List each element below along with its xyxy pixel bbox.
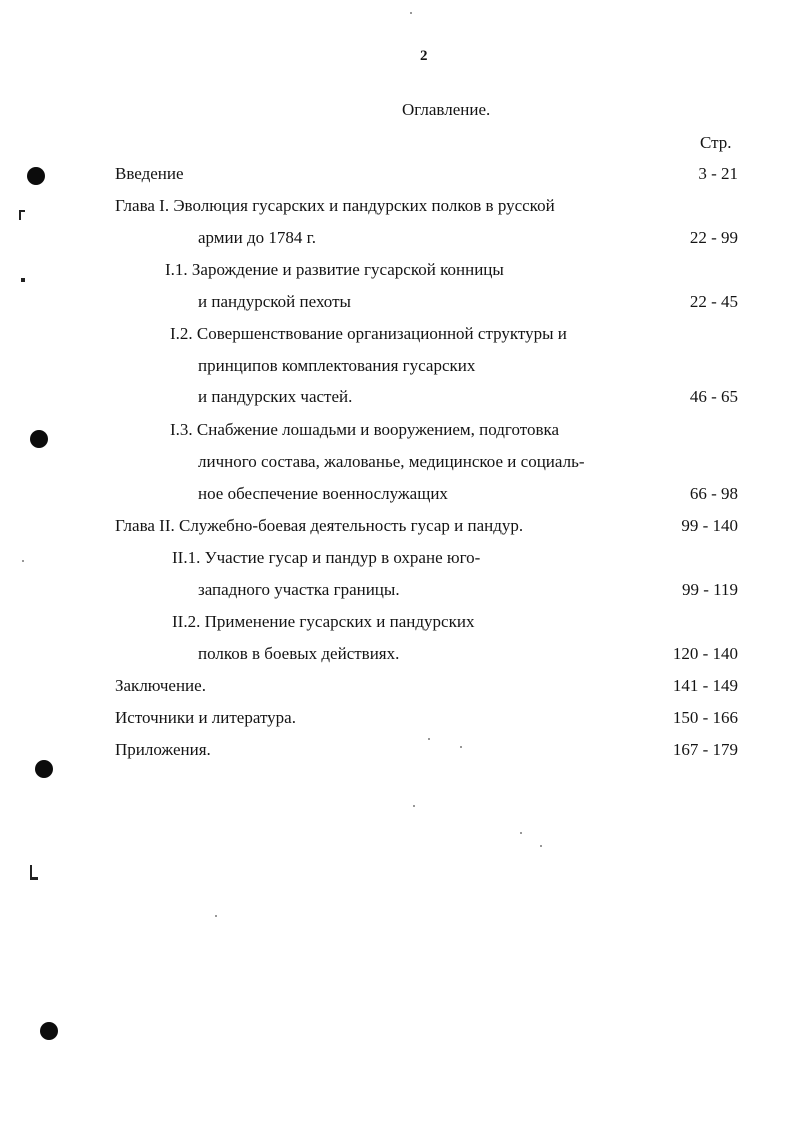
page-range-section-2-1: 99 - 119 xyxy=(681,580,738,599)
scan-speck xyxy=(540,845,542,847)
scan-speck xyxy=(520,832,522,834)
toc-entry-sources: Источники и литература. xyxy=(115,708,296,727)
document-title: Оглавление. xyxy=(402,100,491,119)
toc-entry-section-2-1-cont: западного участка границы. xyxy=(198,580,400,599)
toc-entry-section-2-2: II.2. Применение гусарских и пандурских xyxy=(172,612,475,631)
toc-entry-section-1-2-cont: принципов комплектования гусарских xyxy=(198,356,476,375)
scan-speck xyxy=(428,738,430,740)
toc-entry-chapter-1: Глава I. Эволюция гусарских и пандурских полков в русской xyxy=(115,196,555,215)
scan-speck xyxy=(215,915,217,917)
toc-entry-section-1-2: I.2. Совершенствование организационной структуры и xyxy=(170,324,567,343)
toc-entry-section-1-2-cont: и пандурских частей. xyxy=(198,387,353,406)
punch-hole-3 xyxy=(35,760,53,778)
toc-entry-introduction: Введение xyxy=(115,164,184,183)
page-range-sources: 150 - 166 xyxy=(672,708,738,727)
toc-entry-section-1-1: I.1. Зарождение и развитие гусарской конницы xyxy=(165,260,504,279)
scan-mark xyxy=(30,877,38,880)
scan-mark xyxy=(19,210,21,220)
toc-entry-section-1-3-cont: личного состава, жалованье, медицинское и социаль- xyxy=(198,452,585,471)
scan-speck xyxy=(410,12,412,14)
scan-speck xyxy=(22,560,24,562)
page-range-chapter-1: 22 - 99 xyxy=(689,228,738,247)
scan-mark xyxy=(21,278,25,282)
toc-entry-section-1-3-cont: ное обеспечение военнослужащих xyxy=(198,484,448,503)
toc-entry-chapter-2: Глава II. Служебно-боевая деятельность гусар и пандур. xyxy=(115,516,524,535)
toc-entry-section-2-2-cont: полков в боевых действиях. xyxy=(198,644,400,663)
toc-entry-section-1-3: I.3. Снабжение лошадьми и вооружением, подготовка xyxy=(170,420,560,439)
toc-entry-chapter-1-cont: армии до 1784 г. xyxy=(198,228,316,247)
page-range-section-2-2: 120 - 140 xyxy=(672,644,738,663)
pages-column-heading: Стр. xyxy=(700,133,732,152)
page-range-section-1-1: 22 - 45 xyxy=(689,292,738,311)
page-range-section-1-3: 66 - 98 xyxy=(689,484,738,503)
toc-entry-conclusion: Заключение. xyxy=(115,676,206,695)
scan-speck xyxy=(460,746,462,748)
page-range-introduction: 3 - 21 xyxy=(698,164,738,183)
punch-hole-2 xyxy=(30,430,48,448)
toc-entry-appendices: Приложения. xyxy=(115,740,211,759)
scan-speck xyxy=(413,805,415,807)
page-number: 2 xyxy=(420,48,428,64)
toc-entry-section-1-1-cont: и пандурской пехоты xyxy=(198,292,351,311)
page-range-section-1-2: 46 - 65 xyxy=(689,387,738,406)
page-range-appendices: 167 - 179 xyxy=(672,740,738,759)
punch-hole-1 xyxy=(27,167,45,185)
toc-entry-section-2-1: II.1. Участие гусар и пандур в охране юго- xyxy=(172,548,481,567)
page-range-chapter-2: 99 - 140 xyxy=(681,516,738,535)
punch-hole-4 xyxy=(40,1022,58,1040)
page-range-conclusion: 141 - 149 xyxy=(672,676,738,695)
